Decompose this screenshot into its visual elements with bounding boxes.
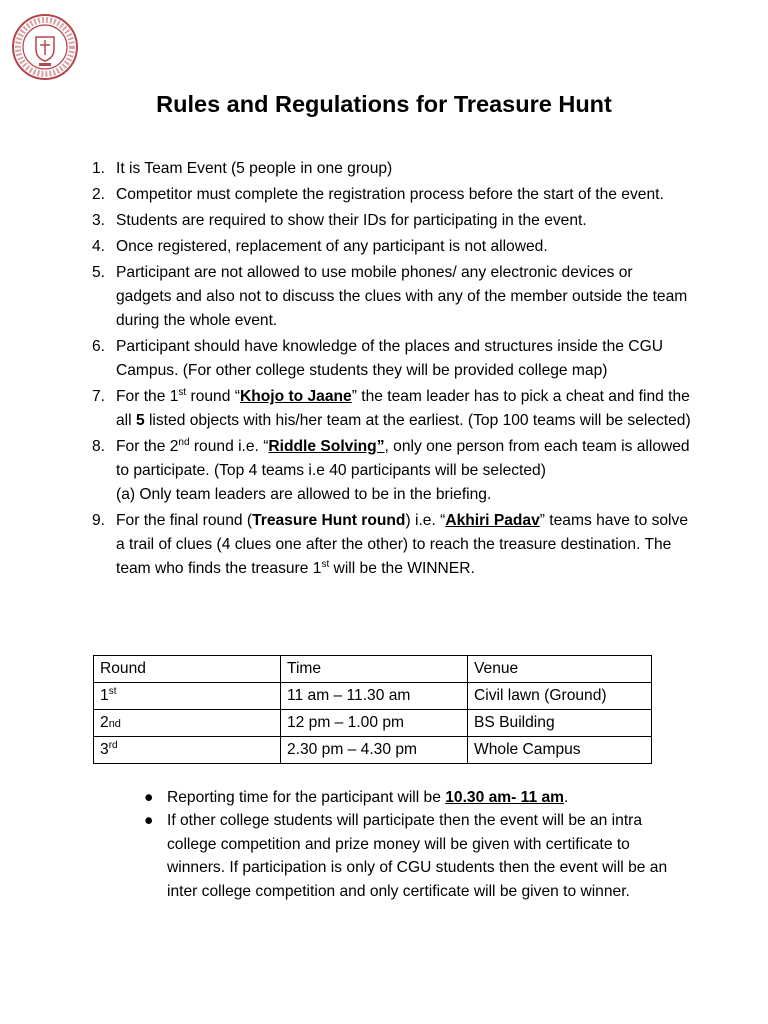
rule-text: Competitor must complete the registration process before the start of the event. [116,186,664,203]
venue-cell: Civil lawn (Ground) [468,683,652,710]
ordinal-suffix: nd [108,718,121,730]
round-cell [94,737,281,764]
column-header: Venue [468,656,652,683]
rule-text: round i.e. “ [189,438,269,455]
column-header: Time [281,656,468,683]
column-header: Round [94,656,281,683]
rule-text: Participant should have knowledge of the places and structures inside the CGU Campus. (For other college students they will be provided college map) [116,338,663,379]
note-item [141,809,681,903]
rule-text: Participant are not allowed to use mobile phones/ any electronic devices or gadgets and also not to discuss the clues with any of the member outside the team during the whole event. [116,264,688,329]
table-row [94,710,652,737]
round-name: Akhiri Padav [445,512,540,529]
round-title: Treasure Hunt round [252,512,406,529]
rule-text: Once registered, replacement of any participant is not allowed. [116,238,548,255]
rule-text: round “ [186,388,240,405]
rule-text: For the 1 [116,388,179,405]
bullet-icon: ● [144,789,154,806]
object-count: 5 [135,412,145,429]
rule-text: ” the team leader has to pick a cheat and find the all [116,388,690,429]
rule-item [92,235,692,259]
ordinal-suffix: nd [178,437,190,448]
rule-item [92,261,692,333]
rule-text: It is Team Event (5 people in one group) [116,160,393,177]
rule-number: 8. [92,438,106,455]
ordinal-suffix: rd [108,740,118,751]
rule-text: For the 2 [116,438,179,455]
round-name: Riddle Solving” [268,438,385,455]
note-item [141,786,681,809]
rules-list [92,157,692,583]
ordinal-suffix: st [108,686,117,697]
rule-text: ” teams have to solve a trail of clues (4 clues one after the other) to reach the treasure destination. The team who finds the treasure 1 [116,512,688,577]
rule-item [92,157,692,181]
round-cell [94,710,281,737]
round-number: 2 [100,714,109,731]
rule-item [92,335,692,383]
time-cell: 11 am – 11.30 am [281,683,468,710]
time-cell: 2.30 pm – 4.30 pm [281,737,468,764]
notes-list [141,786,681,903]
ordinal-suffix: st [178,387,187,398]
round-number: 3 [100,741,109,758]
university-seal-logo [11,13,79,81]
rule-text: , only one person from each team is allowed to participate. (Top 4 teams i.e 40 participants will be selected) [116,438,690,479]
rule-number: 3. [92,212,106,229]
table-row [94,737,652,764]
rule-item [92,209,692,233]
rule-number: 5. [92,264,106,281]
rule-item [92,385,692,433]
rule-item [92,509,692,581]
rule-number: 2. [92,186,106,203]
rule-text: will be the WINNER. [329,560,475,577]
rule-subnote: (a) Only team leaders are allowed to be in the briefing. [116,486,492,503]
rule-number: 7. [92,388,106,405]
rule-number: 6. [92,338,106,355]
venue-cell: BS Building [468,710,652,737]
rule-number: 1. [92,160,106,177]
ordinal-suffix: st [321,559,330,570]
rule-number: 4. [92,238,106,255]
rule-text: ) i.e. “ [405,512,446,529]
rule-item [92,435,692,507]
rule-text: listed objects with his/her team at the earliest. (Top 100 teams will be selected) [144,412,691,429]
round-cell [94,683,281,710]
rule-text: For the final round ( [116,512,253,529]
page-title: Rules and Regulations for Treasure Hunt [156,91,612,117]
table-row [94,683,652,710]
reporting-time: 10.30 am- 11 am [445,789,565,806]
bullet-icon: ● [144,812,154,830]
rule-number: 9. [92,512,106,529]
round-name: Khojo to Jaane [239,388,352,405]
venue-cell: Whole Campus [468,737,652,764]
rule-item [92,183,692,207]
note-text: If other college students will participate then the event will be an intra college competition and prize money will be given with certificate to winners. If participation is only of CGU students then the event will be an inter college competition and only certificate will be given to winner. [167,812,668,900]
schedule-table [93,655,652,764]
rule-text: Students are required to show their IDs for participating in the event. [116,212,587,229]
round-number: 1 [100,687,109,704]
note-text: Reporting time for the participant will be [167,789,446,806]
table-header-row [94,656,652,683]
time-cell: 12 pm – 1.00 pm [281,710,468,737]
note-text: . [564,789,569,806]
